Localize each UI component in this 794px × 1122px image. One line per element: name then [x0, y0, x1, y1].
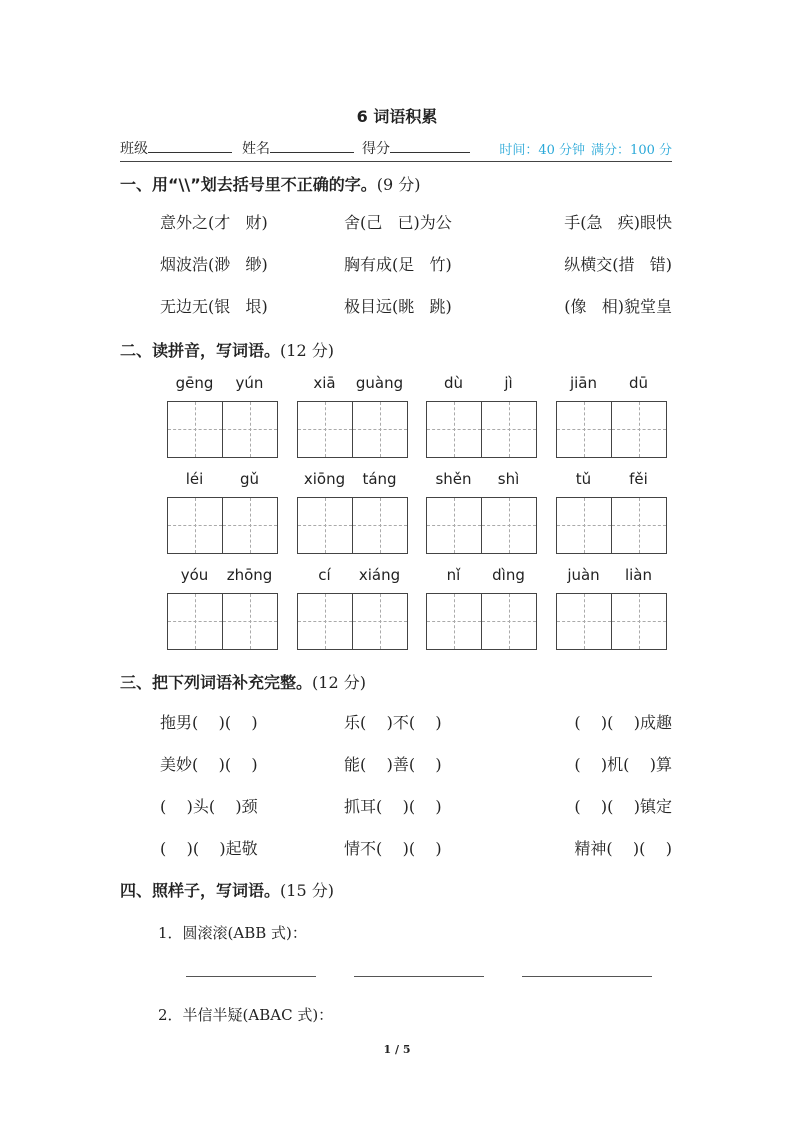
section-2-heading	[120, 338, 334, 361]
character-cell[interactable]	[168, 402, 223, 457]
section-1-title: 一、用“\\”划去括号里不正确的字。	[120, 175, 377, 194]
guide-line	[298, 525, 352, 526]
s1-row-3	[160, 294, 672, 318]
pinyin-syllable: jiān	[569, 374, 598, 392]
s3-item[interactable]: 美妙( )( )	[160, 755, 258, 774]
guide-line	[223, 429, 277, 430]
s3-row-1	[160, 710, 672, 734]
character-cell[interactable]	[612, 498, 666, 553]
character-cell[interactable]	[298, 402, 353, 457]
s3-item[interactable]: 乐( )不( )	[344, 713, 442, 732]
character-cell[interactable]	[298, 594, 353, 649]
guide-line	[353, 429, 407, 430]
pinyin-syllable: juàn	[567, 566, 600, 584]
pinyin-syllable: yóu	[180, 566, 209, 584]
pinyin-syllable: nǐ	[446, 566, 461, 584]
character-cell[interactable]	[223, 402, 277, 457]
guide-line	[482, 525, 536, 526]
guide-line	[353, 621, 407, 622]
score-label: 得分	[362, 141, 390, 157]
pinyin-syllable: liàn	[624, 566, 653, 584]
answer-line[interactable]	[522, 976, 652, 977]
pinyin-row	[167, 470, 667, 570]
s3-item[interactable]: 抓耳( )( )	[344, 797, 442, 816]
s1-item[interactable]: 意外之(才 财)	[160, 213, 268, 232]
character-cell[interactable]	[427, 594, 482, 649]
guide-line	[612, 621, 666, 622]
writing-grid	[297, 593, 408, 650]
s3-item[interactable]: 能( )善( )	[344, 755, 442, 774]
score-field	[362, 138, 470, 158]
s4-item-2: 2．半信半疑(ABAC 式)：	[158, 1006, 334, 1024]
writing-grid	[556, 593, 667, 650]
guide-line	[168, 429, 222, 430]
writing-grid	[297, 497, 408, 554]
guide-line	[557, 621, 611, 622]
pinyin-syllable: fěi	[629, 470, 648, 488]
character-cell[interactable]	[427, 402, 482, 457]
pinyin-word-group	[297, 470, 408, 560]
section-1-points: (9 分)	[376, 175, 421, 194]
s1-item[interactable]: 纵横交(措 错)	[564, 255, 672, 274]
character-cell[interactable]	[557, 498, 612, 553]
character-cell[interactable]	[168, 594, 223, 649]
s3-item[interactable]: ( )头( )颈	[160, 797, 258, 816]
s3-item[interactable]: 拖男( )( )	[160, 713, 258, 732]
s1-row-1	[160, 210, 672, 234]
pinyin-syllable: léi	[185, 470, 204, 488]
name-blank[interactable]	[270, 138, 354, 153]
guide-line	[427, 525, 481, 526]
section-4-heading	[120, 878, 334, 901]
character-cell[interactable]	[168, 498, 223, 553]
s3-row-4	[160, 836, 672, 860]
pinyin-word-group	[167, 566, 278, 656]
time-info	[493, 139, 672, 158]
full-score: 满分：100 分	[591, 143, 672, 158]
guide-line	[168, 621, 222, 622]
pinyin-syllable: dìng	[492, 566, 525, 584]
character-cell[interactable]	[298, 498, 353, 553]
time-limit: 时间：40 分钟	[499, 143, 586, 158]
s3-item[interactable]: ( )( )起敬	[160, 839, 258, 858]
s3-item[interactable]: ( )( )镇定	[574, 797, 672, 816]
guide-line	[427, 429, 481, 430]
pinyin-word-group	[556, 566, 667, 656]
s1-item[interactable]: 手(急 疾)眼快	[564, 213, 672, 232]
character-cell[interactable]	[482, 498, 536, 553]
section-3-points: (12 分)	[312, 673, 366, 692]
character-cell[interactable]	[482, 594, 536, 649]
guide-line	[612, 525, 666, 526]
guide-line	[298, 429, 352, 430]
pinyin-word-group	[426, 566, 537, 656]
writing-grid	[426, 497, 537, 554]
writing-grid	[167, 401, 278, 458]
pinyin-word-group	[167, 470, 278, 560]
student-info-row	[120, 138, 672, 160]
character-cell[interactable]	[353, 498, 407, 553]
s1-item[interactable]: 舍(己 已)为公	[344, 213, 452, 232]
guide-line	[612, 429, 666, 430]
pinyin-syllable: xiā	[313, 374, 336, 392]
writing-grid	[297, 401, 408, 458]
pinyin-syllable: dū	[628, 374, 649, 392]
class-blank[interactable]	[148, 138, 232, 153]
section-2-title: 二、读拼音，写词语。	[120, 341, 281, 360]
s1-item[interactable]: 胸有成(足 竹)	[344, 255, 452, 274]
page-number: 1 / 5	[383, 1043, 411, 1056]
pinyin-syllable: gǔ	[239, 470, 260, 488]
pinyin-row	[167, 374, 667, 474]
writing-grid	[556, 497, 667, 554]
s1-item[interactable]: 烟波浩(渺 缈)	[160, 255, 268, 274]
s3-item[interactable]: 情不( )( )	[344, 839, 442, 858]
class-field	[120, 138, 232, 158]
pinyin-word-group	[426, 470, 537, 560]
guide-line	[353, 525, 407, 526]
guide-line	[482, 429, 536, 430]
section-1-heading	[120, 172, 421, 195]
s3-item[interactable]: ( )机( )算	[574, 755, 672, 774]
pinyin-syllable: tǔ	[575, 470, 592, 488]
section-3-title: 三、把下列词语补充完整。	[120, 673, 313, 692]
s1-item[interactable]: 无边无(银 垠)	[160, 297, 268, 316]
s4-item-1: 1．圆滚滚(ABB 式)：	[158, 924, 307, 942]
s3-row-3	[160, 794, 672, 818]
s1-item[interactable]: (像 相)貌堂皇	[564, 297, 672, 316]
character-cell[interactable]	[612, 402, 666, 457]
section-4-points: (15 分)	[280, 881, 334, 900]
pinyin-syllable: shěn	[435, 470, 472, 488]
guide-line	[298, 621, 352, 622]
character-cell[interactable]	[427, 498, 482, 553]
writing-grid	[556, 401, 667, 458]
pinyin-word-group	[297, 374, 408, 464]
character-cell[interactable]	[353, 594, 407, 649]
s1-item[interactable]: 极目远(眺 跳)	[344, 297, 452, 316]
character-cell[interactable]	[557, 402, 612, 457]
character-cell[interactable]	[482, 402, 536, 457]
section-4-title: 四、照样子，写词语。	[120, 881, 281, 900]
writing-grid	[426, 593, 537, 650]
header-divider	[120, 161, 672, 162]
pinyin-syllable: xiōng	[303, 470, 346, 488]
guide-line	[482, 621, 536, 622]
answer-line[interactable]	[186, 976, 316, 977]
pinyin-word-group	[556, 374, 667, 464]
pinyin-syllable: xiáng	[358, 566, 401, 584]
pinyin-word-group	[556, 470, 667, 560]
pinyin-syllable: yún	[235, 374, 264, 392]
writing-grid	[426, 401, 537, 458]
name-field	[242, 138, 354, 158]
pinyin-syllable: jì	[504, 374, 513, 392]
section-3-heading	[120, 670, 366, 693]
section-2-points: (12 分)	[280, 341, 334, 360]
answer-line[interactable]	[354, 976, 484, 977]
name-label: 姓名	[242, 141, 270, 157]
pinyin-word-group	[426, 374, 537, 464]
writing-grid	[167, 497, 278, 554]
pinyin-syllable: cí	[318, 566, 331, 584]
character-cell[interactable]	[557, 594, 612, 649]
pinyin-syllable: dù	[443, 374, 464, 392]
guide-line	[557, 429, 611, 430]
pinyin-syllable: zhōng	[226, 566, 273, 584]
character-cell[interactable]	[353, 402, 407, 457]
pinyin-word-group	[167, 374, 278, 464]
character-cell[interactable]	[612, 594, 666, 649]
writing-grid	[167, 593, 278, 650]
pinyin-syllable: táng	[362, 470, 397, 488]
score-blank[interactable]	[390, 138, 470, 153]
s1-row-2	[160, 252, 672, 276]
pinyin-syllable: shì	[497, 470, 520, 488]
character-cell[interactable]	[223, 594, 277, 649]
s3-item[interactable]: 精神( )( )	[574, 839, 672, 858]
guide-line	[557, 525, 611, 526]
pinyin-row	[167, 566, 667, 666]
class-label: 班级	[120, 141, 148, 157]
guide-line	[223, 525, 277, 526]
guide-line	[223, 621, 277, 622]
s3-item[interactable]: ( )( )成趣	[574, 713, 672, 732]
pinyin-word-group	[297, 566, 408, 656]
guide-line	[168, 525, 222, 526]
s3-row-2	[160, 752, 672, 776]
guide-line	[427, 621, 481, 622]
pinyin-syllable: gēng	[175, 374, 214, 392]
pinyin-syllable: guàng	[355, 374, 404, 392]
page-title: 6 词语积累	[356, 107, 438, 126]
character-cell[interactable]	[223, 498, 277, 553]
